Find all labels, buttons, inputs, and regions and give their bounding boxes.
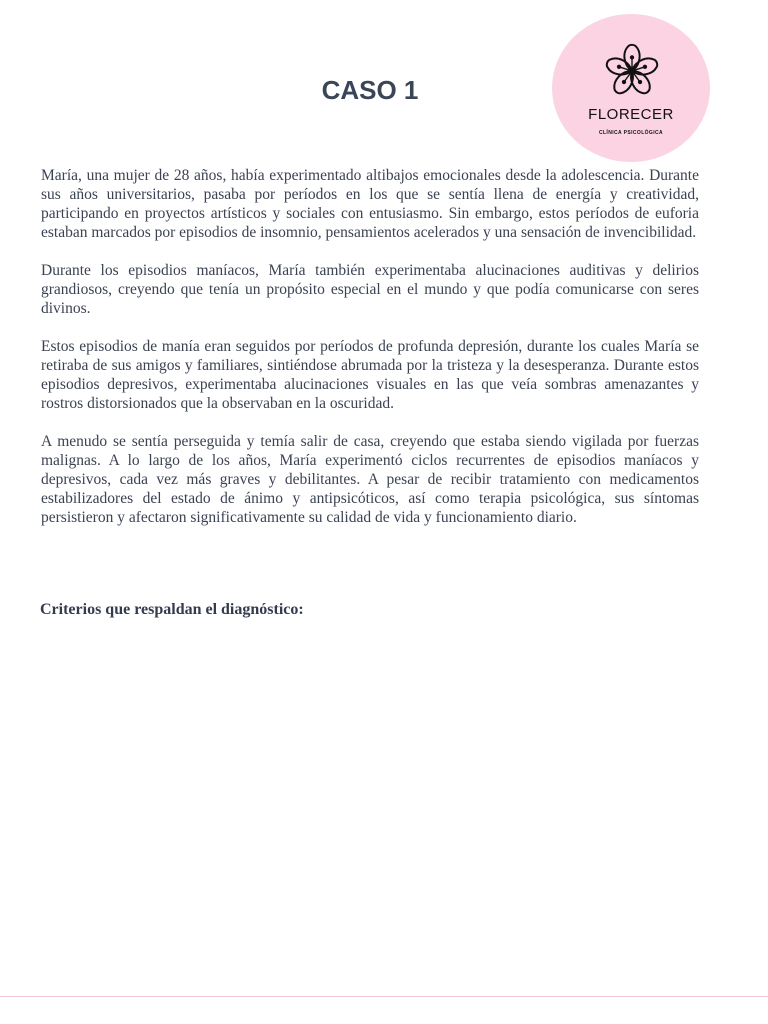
footer-divider: [0, 996, 768, 997]
case-paragraph: María, una mujer de 28 años, había experimentado altibajos emocionales desde la adolescencia. Durante sus años universitarios, pasaba por períodos en los que se sentía llena de energía y creatividad, participando en proyectos artísticos y sociales con entusiasmo. Sin embargo, estos períodos de euforia estaban marcados por episodios de insomnio, pensamientos acelerados y una sensación de invencibilidad.: [41, 167, 699, 241]
clinic-name: FLORECER: [588, 106, 674, 123]
criteria-heading: Criterios que respaldan el diagnóstico:: [40, 601, 304, 618]
clinic-subtitle: CLÍNICA PSICOLÓGICA: [598, 130, 664, 136]
page-title: CASO 1: [321, 75, 419, 105]
case-paragraph: Durante los episodios maníacos, María también experimentaba alucinaciones auditivas y delirios grandiosos, creyendo que tenía un propósito especial en el mundo y que podía comunicarse con seres divinos.: [41, 262, 699, 317]
case-body: [41, 166, 699, 546]
case-paragraph: A menudo se sentía perseguida y temía salir de casa, creyendo que estaba siendo vigilada por fuerzas malignas. A lo largo de los años, María experimentó ciclos recurrentes de episodios maníacos y depresivos, cada vez más graves y debilitantes. A pesar de recibir tratamiento con medicamentos estabilizadores del estado de ánimo y antipsicóticos, así como terapia psicológica, sus síntomas persistieron y afectaron significativamente su calidad de vida y funcionamiento diario.: [41, 433, 699, 526]
case-paragraph: Estos episodios de manía eran seguidos por períodos de profunda depresión, durante los cuales María se retiraba de sus amigos y familiares, sintiéndose abrumada por la tristeza y la desesperanza. Durante estos episodios depresivos, experimentaba alucinaciones visuales en las que veía sombras amenazantes y rostros distorsionados que la observaban en la oscuridad.: [41, 338, 699, 412]
